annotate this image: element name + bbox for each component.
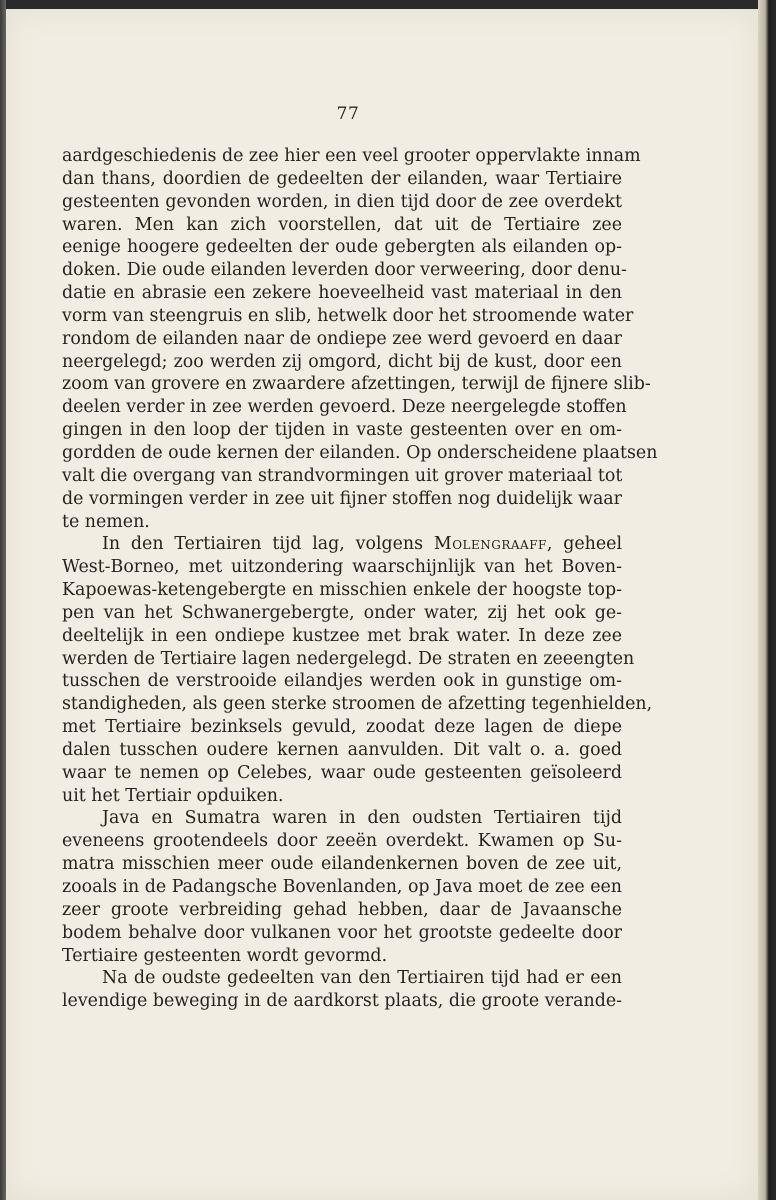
text-line: valt die overgang van strandvormingen uit grover materiaal tot xyxy=(62,465,623,486)
text-line: dan thans, doordien de gedeelten der eilanden, waar Tertiaire xyxy=(62,168,622,189)
text-line: te nemen. xyxy=(62,511,150,532)
text-line: aardgeschiedenis de zee hier een veel grooter oppervlakte innam xyxy=(62,146,641,166)
text-line: West-Borneo, met uitzondering waarschijnlijk van het Boven- xyxy=(62,557,622,578)
text-line: waar te nemen op Celebes, waar oude gesteenten geïsoleerd xyxy=(62,762,622,783)
text-line xyxy=(62,533,622,556)
text-line: deelen verder in zee werden gevoerd. Deze neergelegde stoffen xyxy=(62,397,627,418)
text-line: gesteenten gevonden worden, in dien tijd door de zee overdekt xyxy=(62,191,622,212)
text-line: gordden de oude kernen der eilanden. Op onderscheidene plaatsen xyxy=(62,442,658,463)
text-line: pen van het Schwanergebergte, onder water, zij het ook ge- xyxy=(62,602,622,623)
text-line: doken. Die oude eilanden leverden door verweering, door denu- xyxy=(62,260,627,281)
text-line: standigheden, als geen sterke stroomen de afzetting tegenhielden, xyxy=(62,694,653,715)
text-line: zooals in de Padangsche Bovenlanden, op Java moet de zee een xyxy=(62,877,622,897)
text-line: rondom de eilanden naar de ondiepe zee werd gevoerd en daar xyxy=(62,328,622,349)
text-line: dalen tusschen oudere kernen aanvulden. Dit valt o. a. goed xyxy=(62,739,622,760)
text-line: datie en abrasie een zekere hoeveelheid vast materiaal in den xyxy=(62,283,622,304)
author-name: Molengraaff xyxy=(433,534,547,555)
text-line: matra misschien meer oude eilandenkernen boven de zee uit, xyxy=(62,854,622,875)
text-line: neergelegd; zoo werden zij omgord, dicht bij de kust, door een xyxy=(62,351,622,372)
text-line: vorm van steengruis en slib, hetwelk door het stroomende water xyxy=(62,305,634,326)
text-line: gingen in den loop der tijden in vaste gesteenten over en om- xyxy=(62,420,622,441)
text-line: uit het Tertiair opduiken. xyxy=(62,785,284,806)
scan-right-edge xyxy=(758,0,776,1200)
text-line: deeltelijk in een ondiepe kustzee met brak water. In deze zee xyxy=(62,625,622,646)
text-line: zeer groote verbreiding gehad hebben, daar de Javaansche xyxy=(62,899,622,920)
body-text xyxy=(62,145,658,1013)
text-line: zoom van grovere en zwaardere afzettingen, terwijl de fijnere slib- xyxy=(62,374,651,395)
text-line: Java en Sumatra waren in den oudsten Tertiairen tijd xyxy=(102,808,622,829)
text-line: levendige beweging in de aardkorst plaats, die groote verande- xyxy=(62,991,622,1012)
text-line: de vormingen verder in zee uit fijner stoffen nog duidelijk waar xyxy=(62,488,622,509)
text-line: met Tertiaire bezinksels gevuld, zoodat deze lagen de diepe xyxy=(62,717,622,738)
text-line: eveneens grootendeels door zeeën overdekt. Kwamen op Su- xyxy=(62,831,622,852)
text-line: eenige hoogere gedeelten der oude gebergten als eilanden op- xyxy=(62,237,622,258)
text-line: waren. Men kan zich voorstellen, dat uit de Tertiaire zee xyxy=(62,214,622,235)
text-fragment: , geheel xyxy=(546,534,623,555)
text-line: Kapoewas-ketengebergte en misschien enkele der hoogste top- xyxy=(62,580,622,601)
text-line: Na de oudste gedeelten van den Tertiairen tijd had er een xyxy=(102,968,622,989)
text-line: bodem behalve door vulkanen voor het grootste gedeelte door xyxy=(62,922,622,943)
text-line: werden de Tertiaire lagen nedergelegd. De straten en zeeengten xyxy=(62,648,635,669)
text-line: Tertiaire gesteenten wordt gevormd. xyxy=(62,945,388,966)
text-line: tusschen de verstrooide eilandjes werden ook in gunstige om- xyxy=(62,671,622,692)
text-fragment: In den Tertiairen tijd lag, volgens xyxy=(102,534,434,555)
page-number: 77 xyxy=(336,104,360,124)
